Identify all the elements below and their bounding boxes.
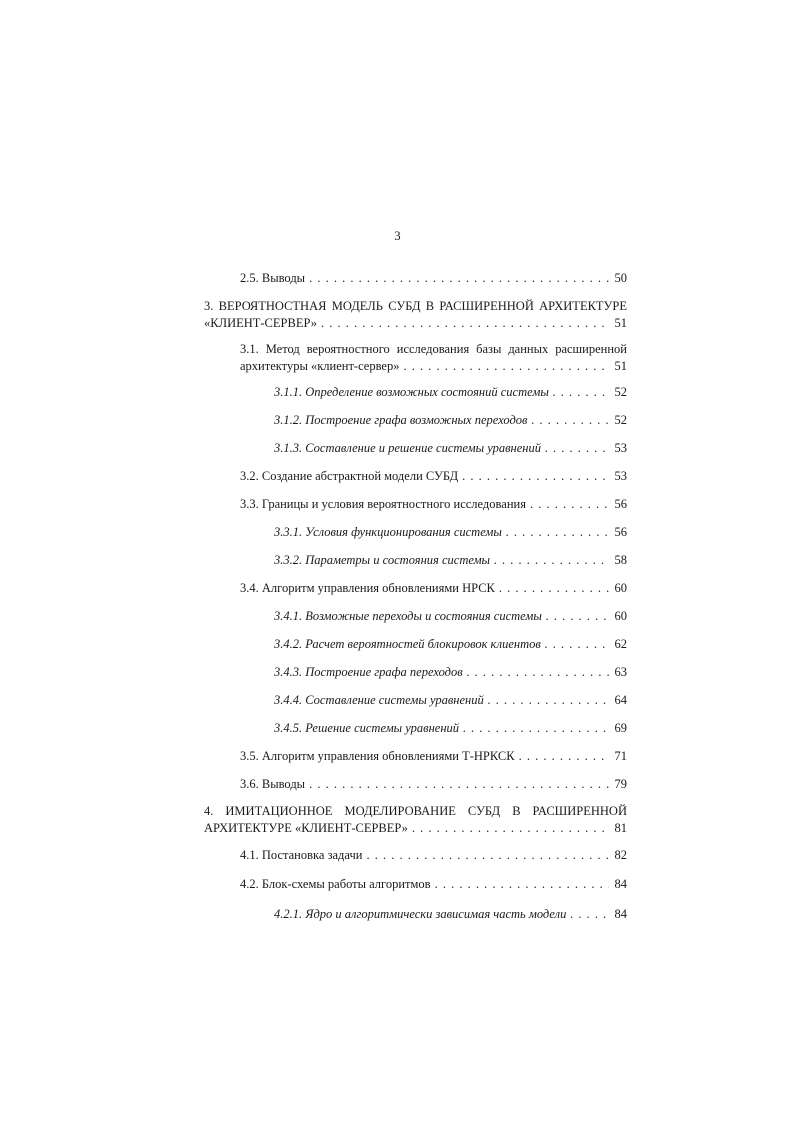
toc-entry-page: 51 (614, 359, 627, 373)
leader-dots (403, 358, 609, 375)
toc-entry-page: 60 (614, 609, 627, 623)
leader-dots (506, 524, 609, 541)
toc-entry-title: 3.1.3. Составление и решение системы уравнений (274, 441, 541, 455)
toc-entry (274, 552, 627, 569)
toc-entry-page: 84 (614, 877, 627, 891)
toc-entry (240, 270, 627, 287)
toc-entry-title-line1: 3.1. Метод вероятностного исследования базы данных расширенной (240, 342, 627, 356)
leader-dots (412, 820, 609, 837)
toc-entry-page: 56 (614, 497, 627, 511)
toc-entry-title: 4.2.1. Ядро и алгоритмически зависимая часть модели (274, 907, 567, 921)
toc-entry-page: 53 (614, 441, 627, 455)
leader-dots (309, 776, 609, 793)
toc-entry (240, 580, 627, 597)
toc-entry-title: 3.3.1. Условия функционирования системы (274, 525, 502, 539)
toc-entry-title: 3.6. Выводы (240, 777, 306, 791)
toc-entry-title: 3.4.3. Построение графа переходов (274, 665, 463, 679)
toc-entry-title-line1: 3. ВЕРОЯТНОСТНАЯ МОДЕЛЬ СУБД В РАСШИРЕННОЙ АРХИТЕКТУРЕ (204, 299, 627, 313)
leader-dots (463, 720, 609, 737)
toc-entry (274, 412, 627, 429)
leader-dots (530, 496, 609, 513)
toc-entry-title: 3.4.5. Решение системы уравнений (274, 721, 460, 735)
leader-dots (519, 748, 609, 765)
toc-entry-title: 4.1. Постановка задачи (240, 848, 363, 862)
toc-entry (240, 496, 627, 513)
leader-dots (531, 412, 609, 429)
toc-entry-page: 52 (614, 385, 627, 399)
toc-entry-page: 56 (614, 525, 627, 539)
toc-entry (274, 720, 627, 737)
toc-entry-title-line1: 4. ИМИТАЦИОННОЕ МОДЕЛИРОВАНИЕ СУБД В РАСШИРЕННОЙ (204, 804, 627, 818)
toc-entry (204, 803, 627, 837)
toc-entry-title: АРХИТЕКТУРЕ «КЛИЕНТ-СЕРВЕР» (204, 821, 408, 835)
toc-entry-page: 60 (614, 581, 627, 595)
leader-dots (546, 608, 609, 625)
toc-entry-title: 3.5. Алгоритм управления обновлениями Т-НРКСК (240, 749, 515, 763)
toc-entry-page: 64 (614, 693, 627, 707)
leader-dots (553, 384, 609, 401)
toc-entry (240, 748, 627, 765)
leader-dots (545, 440, 609, 457)
toc-entry (240, 341, 627, 375)
toc-entry-page: 84 (614, 907, 627, 921)
leader-dots (366, 847, 609, 864)
toc-entry (274, 636, 627, 653)
toc-entry-title: 3.2. Создание абстрактной модели СУБД (240, 469, 459, 483)
toc-entry-page: 50 (614, 271, 627, 285)
leader-dots (309, 270, 609, 287)
toc-entry-title: 3.4.1. Возможные переходы и состояния системы (274, 609, 542, 623)
leader-dots (488, 692, 609, 709)
toc-entry (274, 524, 627, 541)
toc-entry-page: 62 (614, 637, 627, 651)
toc-entry (274, 384, 627, 401)
toc-entry-title: 3.3. Границы и условия вероятностного исследования (240, 497, 526, 511)
toc-entry (274, 608, 627, 625)
toc-entry-page: 51 (614, 316, 627, 330)
toc-entry (274, 664, 627, 681)
toc-entry (240, 468, 627, 485)
toc-entry-title: 4.2. Блок-схемы работы алгоритмов (240, 877, 431, 891)
toc-entry-page: 63 (614, 665, 627, 679)
leader-dots (321, 315, 609, 332)
leader-dots (499, 580, 609, 597)
toc-entry-page: 53 (614, 469, 627, 483)
toc-entry-page: 71 (614, 749, 627, 763)
toc-entry-title: 3.4.2. Расчет вероятностей блокировок клиентов (274, 637, 541, 651)
leader-dots (467, 664, 609, 681)
toc-entry-title: 3.1.2. Построение графа возможных переходов (274, 413, 528, 427)
toc-entry-page: 58 (614, 553, 627, 567)
leader-dots (570, 906, 609, 923)
toc-entry (274, 440, 627, 457)
toc-entry-page: 69 (614, 721, 627, 735)
toc-entry-title: 2.5. Выводы (240, 271, 306, 285)
toc-entry-page: 82 (614, 848, 627, 862)
leader-dots (462, 468, 609, 485)
toc-entry-title: «КЛИЕНТ-СЕРВЕР» (204, 316, 317, 330)
toc-entry-title: архитектуры «клиент-сервер» (240, 359, 400, 373)
leader-dots (494, 552, 609, 569)
leader-dots (435, 876, 609, 893)
toc-entry-title: 3.4.4. Составление системы уравнений (274, 693, 484, 707)
toc-entry-page: 52 (614, 413, 627, 427)
toc-entry-title: 3.4. Алгоритм управления обновлениями НРСК (240, 581, 495, 595)
toc-entry-title: 3.1.1. Определение возможных состояний системы (274, 385, 549, 399)
toc-entry (240, 776, 627, 793)
toc-entry (240, 876, 627, 893)
toc-entry-page: 81 (614, 821, 627, 835)
toc-entry (274, 692, 627, 709)
toc-entry (204, 298, 627, 332)
toc-entry-page: 79 (614, 777, 627, 791)
toc-entry (240, 847, 627, 864)
toc-entry (274, 906, 627, 923)
toc-entry-title: 3.3.2. Параметры и состояния системы (274, 553, 491, 567)
leader-dots (545, 636, 609, 653)
page-number: 3 (394, 229, 401, 243)
